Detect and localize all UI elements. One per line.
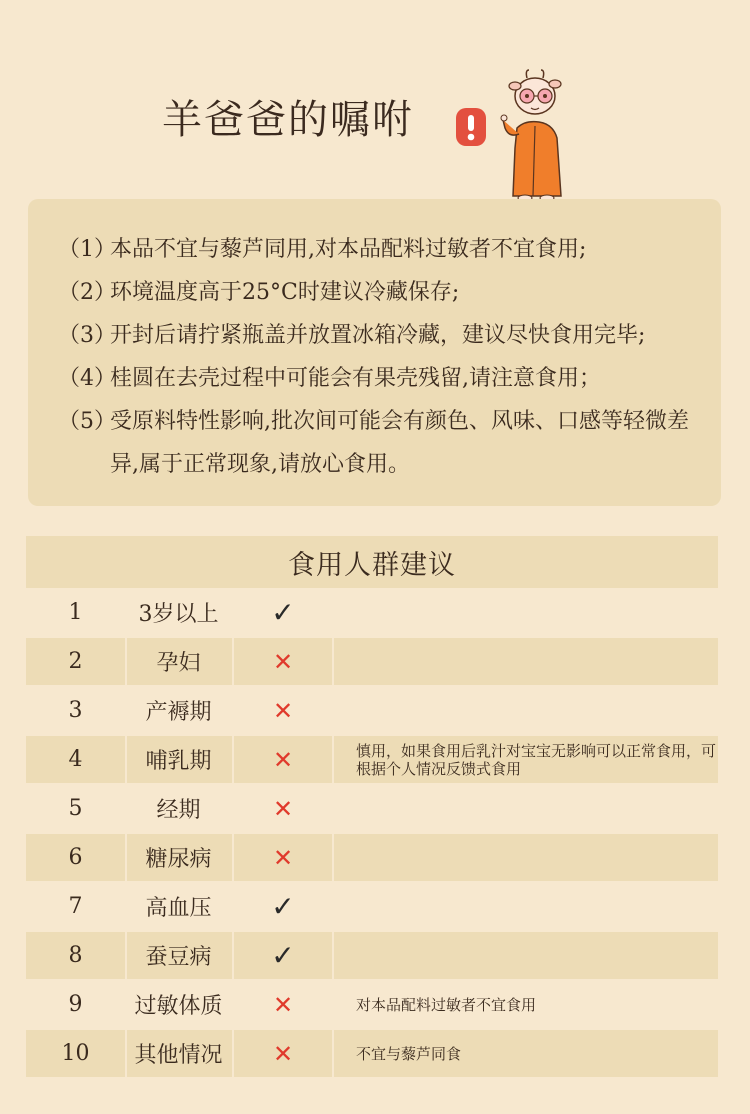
row-note: 不宜与藜芦同食 — [356, 1044, 462, 1063]
notice-text: 环境温度高于25°C时建议冷藏保存; — [110, 280, 460, 305]
column-divider — [125, 1030, 127, 1077]
suitability-table — [26, 589, 718, 1079]
notice-number: （4） — [58, 366, 116, 391]
notice-item — [58, 357, 718, 400]
table-row — [26, 981, 718, 1028]
column-divider — [232, 736, 234, 783]
column-divider — [332, 932, 334, 979]
table-row — [26, 834, 718, 881]
column-divider — [332, 981, 334, 1028]
column-divider — [125, 638, 127, 685]
row-number: 4 — [68, 747, 83, 772]
column-divider — [232, 687, 234, 734]
row-note: 慎用，如果食用后乳汁对宝宝无影响可以正常食用，可根据个人情况反馈式食用 — [356, 741, 717, 778]
row-number: 1 — [68, 600, 83, 625]
table-row — [26, 638, 718, 685]
column-divider — [125, 834, 127, 881]
row-note — [334, 883, 718, 930]
row-note: 对本品配料过敏者不宜食用 — [356, 995, 537, 1014]
row-note — [334, 834, 718, 881]
column-divider — [332, 589, 334, 636]
row-note — [334, 589, 718, 636]
column-divider — [332, 883, 334, 930]
exclamation-icon — [456, 108, 486, 146]
table-row — [26, 736, 718, 783]
column-divider — [232, 1030, 234, 1077]
notice-number: （1） — [58, 237, 116, 262]
column-divider — [332, 1030, 334, 1077]
table-row — [26, 883, 718, 930]
row-number: 5 — [68, 796, 83, 821]
check-mark-icon: ✓ — [271, 890, 295, 923]
page-title: 羊爸爸的嘱咐 — [162, 97, 414, 143]
population-group: 产褥期 — [145, 700, 212, 725]
column-divider — [232, 589, 234, 636]
notice-text: 桂圆在去壳过程中可能会有果壳残留,请注意食用； — [110, 366, 601, 391]
row-number: 2 — [68, 649, 83, 674]
population-group: 经期 — [156, 798, 201, 823]
population-group: 蚕豆病 — [145, 945, 212, 970]
row-note — [334, 785, 718, 832]
sheep-mascot-illustration — [495, 68, 575, 204]
notice-item — [58, 228, 718, 271]
cross-mark-icon: ✕ — [272, 843, 294, 872]
column-divider — [232, 883, 234, 930]
column-divider — [125, 981, 127, 1028]
cross-mark-icon: ✕ — [272, 647, 294, 676]
table-row — [26, 1030, 718, 1077]
row-number: 3 — [68, 698, 83, 723]
population-group: 糖尿病 — [145, 847, 212, 872]
row-note — [334, 638, 718, 685]
column-divider — [332, 638, 334, 685]
row-number: 8 — [68, 943, 83, 968]
check-mark-icon: ✓ — [271, 596, 295, 629]
column-divider — [125, 883, 127, 930]
column-divider — [125, 589, 127, 636]
column-divider — [332, 785, 334, 832]
column-divider — [332, 736, 334, 783]
population-group: 过敏体质 — [134, 994, 223, 1019]
column-divider — [125, 687, 127, 734]
column-divider — [232, 785, 234, 832]
column-divider — [332, 834, 334, 881]
column-divider — [125, 785, 127, 832]
row-note — [334, 687, 718, 734]
notice-item — [58, 400, 718, 486]
column-divider — [232, 932, 234, 979]
population-group: 3岁以上 — [138, 602, 219, 627]
row-note — [334, 932, 718, 979]
cross-mark-icon: ✕ — [272, 990, 294, 1019]
notice-number: （3） — [58, 323, 116, 348]
column-divider — [232, 638, 234, 685]
row-number: 9 — [68, 992, 83, 1017]
row-number: 10 — [61, 1041, 90, 1066]
population-group: 其他情况 — [134, 1043, 223, 1068]
column-divider — [125, 932, 127, 979]
column-divider — [232, 981, 234, 1028]
notice-text: 本品不宜与藜芦同用,对本品配料过敏者不宜食用; — [110, 237, 587, 262]
notice-item — [58, 314, 718, 357]
cross-mark-icon: ✕ — [272, 745, 294, 774]
check-mark-icon: ✓ — [271, 939, 295, 972]
notice-text: 受原料特性影响,批次间可能会有颜色、风味、口感等轻微差异,属于正常现象,请放心食用。 — [110, 409, 689, 477]
table-row — [26, 785, 718, 832]
notice-text: 开封后请拧紧瓶盖并放置冰箱冷藏，建议尽快食用完毕; — [110, 323, 646, 348]
notice-number: （5） — [58, 409, 116, 434]
cross-mark-icon: ✕ — [272, 696, 294, 725]
population-group: 哺乳期 — [145, 749, 212, 774]
column-divider — [332, 687, 334, 734]
population-group: 孕妇 — [156, 651, 201, 676]
cross-mark-icon: ✕ — [272, 1039, 294, 1068]
table-row — [26, 932, 718, 979]
row-number: 6 — [68, 845, 83, 870]
column-divider — [125, 736, 127, 783]
table-row — [26, 687, 718, 734]
notice-item — [58, 271, 718, 314]
notice-number: （2） — [58, 280, 116, 305]
column-divider — [232, 834, 234, 881]
table-title: 食用人群建议 — [26, 536, 718, 588]
notice-list — [58, 228, 718, 486]
cross-mark-icon: ✕ — [272, 794, 294, 823]
population-group: 高血压 — [145, 896, 212, 921]
table-row — [26, 589, 718, 636]
row-number: 7 — [68, 894, 83, 919]
